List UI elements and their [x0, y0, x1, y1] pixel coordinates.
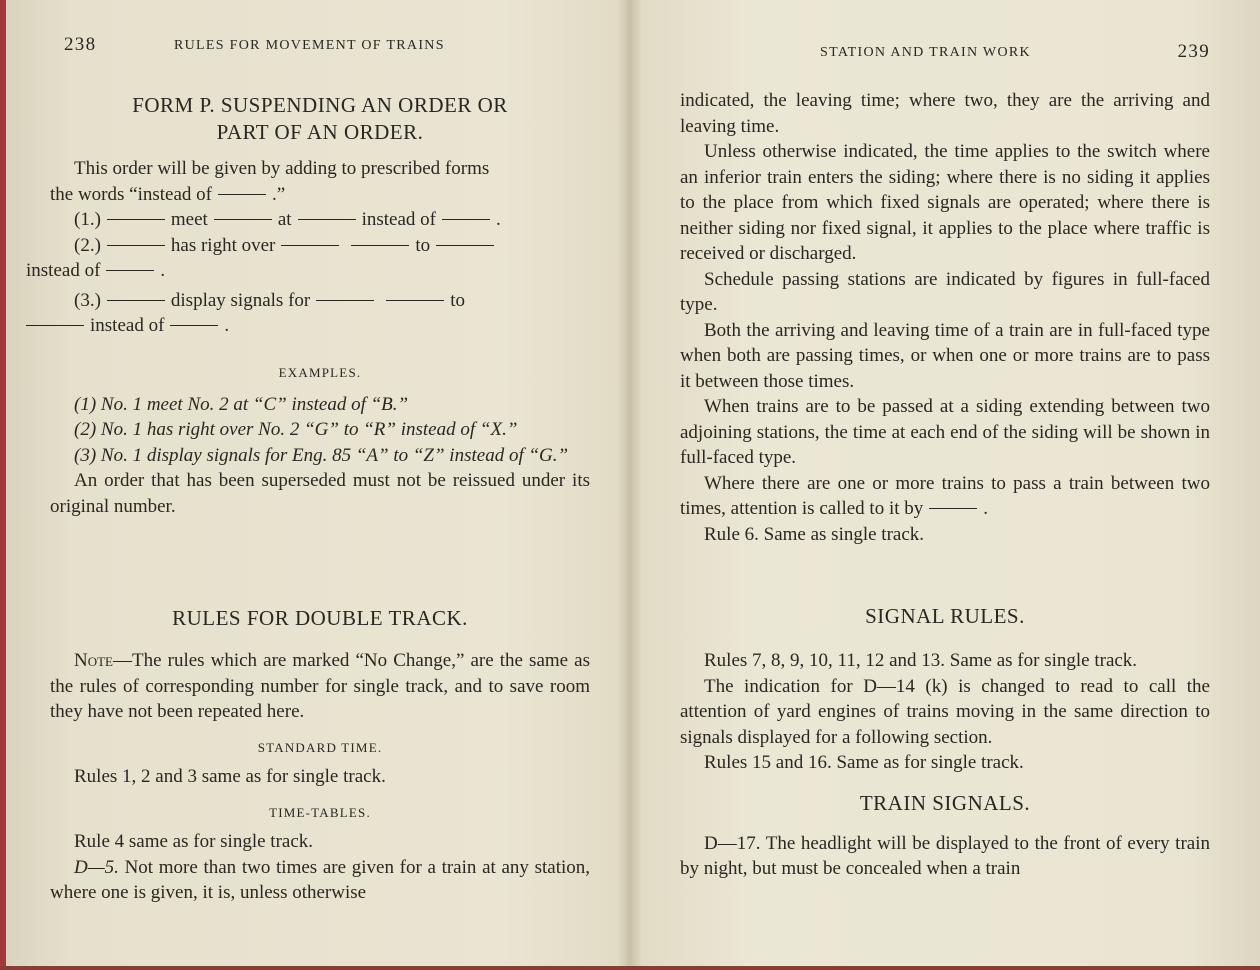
standard-time-text: Rules 1, 2 and 3 same as for single track. [74, 766, 386, 787]
example-1: (1) No. 1 meet No. 2 at “C” instead of “B.” [74, 393, 409, 415]
paragraph: When trains are to be passed at a siding extending between two adjoining stations, the time at each end of the siding will be shown in full-faced type. [680, 396, 1210, 468]
form-p-section [26, 92, 590, 339]
paragraph: Both the arriving and leaving time of a train are in full-faced type when both are passing times, or when one or more trains are to pass it between those times. [680, 319, 1210, 392]
book-edge [0, 0, 6, 970]
signal-rules-text: Rules 7, 8, 9, 10, 11, 12 and 13. Same as for single track. [704, 650, 1138, 671]
d17-text: D—17. The headlight will be displayed to the front of every train by night, but must be concealed when a train [680, 832, 1210, 879]
paragraph: Unless otherwise indicated, the time applies to the switch where an inferior train enters the siding; where there is no siding it applies to the place from which fixed signals are operated; where there is neither siding nor fixed signal, it applies to the place where traffic is received or discharged. [680, 141, 1210, 264]
rule-6-text: Rule 6. Same as single track. [704, 523, 925, 545]
examples-heading: EXAMPLES. [278, 365, 362, 380]
example-2: (2) No. 1 has right over No. 2 “G” to “R” instead of “X.” [74, 419, 518, 440]
double-track-heading: RULES FOR DOUBLE TRACK. [172, 606, 468, 630]
blank-line [218, 194, 266, 195]
left-page [26, 0, 590, 970]
form-heading: FORM P. SUSPENDING AN ORDER OR PART OF AN ORDER. [132, 93, 508, 144]
form-line-2: (2.) has right over to instead of . [50, 233, 590, 284]
form-line-3: (3.) display signals for to instead of . [50, 288, 590, 339]
running-head-title: RULES FOR MOVEMENT OF TRAINS [174, 38, 445, 53]
right-page-body [680, 88, 1210, 547]
rules-15-16-text: Rules 15 and 16. Same as for single track. [704, 752, 1024, 773]
d5-text: D—5. Not more than two times are given for a train at any station, where one is given, it is, unless otherwise [50, 856, 590, 903]
blank-line [929, 508, 977, 509]
page-number: 239 [1177, 41, 1210, 62]
page-number: 238 [64, 34, 97, 55]
form-line-1: (1.) meet at instead of . [74, 209, 501, 230]
d14-text: The indication for D—14 (k) is changed to read to call the attention of yard engines of trains moving in the same direction to signals displayed for a following section. [680, 675, 1210, 748]
double-track-section [50, 605, 590, 906]
superseded-text: An order that has been superseded must not be reissued under its original number. [50, 470, 590, 517]
paragraph: indicated, the leaving time; where two, they are the arriving and leaving time. [680, 90, 1210, 137]
train-signals-heading: TRAIN SIGNALS. [859, 790, 1031, 815]
timetables-heading: TIME-TABLES. [269, 804, 371, 820]
standard-time-heading: STANDARD TIME. [257, 739, 383, 755]
signal-rules-heading: SIGNAL RULES. [865, 604, 1025, 628]
paragraph: Schedule passing stations are indicated by figures in full-faced type. [680, 268, 1210, 315]
right-page [680, 0, 1210, 970]
signal-rules-section [680, 603, 1210, 882]
intro-text: This order will be given by adding to prescribed forms the words “instead of .” [50, 158, 490, 205]
running-head-title: STATION AND TRAIN WORK [820, 45, 1031, 60]
example-3: (3) No. 1 display signals for Eng. 85 “A” to “Z” instead of “G.” [74, 444, 569, 466]
examples-section [50, 360, 590, 519]
paragraph: Where there are one or more trains to pass a train between two times, attention is called to it by . [680, 472, 1210, 519]
rule-4-text: Rule 4 same as for single track. [74, 831, 314, 852]
note-text: Note—The rules which are marked “No Change,” are the same as the rules of corresponding number for single track, and to save room they have not been repeated here. [50, 650, 590, 722]
